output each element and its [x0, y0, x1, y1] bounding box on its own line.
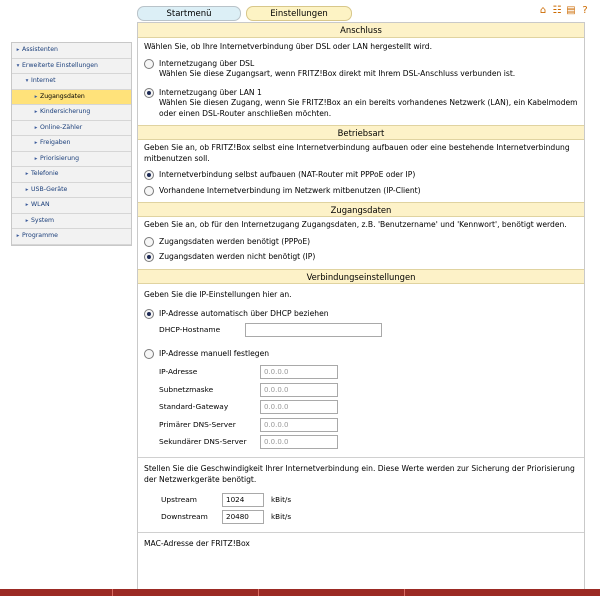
- sidebar-item-label: Erweiterte Einstellungen: [22, 61, 98, 69]
- sidebar-item-label: Online-Zähler: [40, 123, 83, 131]
- arrow-icon: ▸: [34, 93, 38, 100]
- settings-icon[interactable]: ☷: [552, 5, 562, 16]
- radio-dhcp[interactable]: [144, 309, 154, 319]
- section-speed: [138, 458, 584, 532]
- ip-field-label: Primärer DNS-Server: [159, 419, 236, 429]
- sidebar-item-label: Freigaben: [40, 139, 71, 146]
- print-icon[interactable]: ▤: [566, 5, 576, 16]
- radio-ip-label: Zugangsdaten werden nicht benötigt (IP): [159, 252, 316, 261]
- dhcp-hostname-label: DHCP-Hostname: [159, 325, 221, 334]
- ip-field-row: [144, 381, 578, 399]
- sidebar-item-label: WLAN: [31, 201, 50, 208]
- ip-field-input[interactable]: 0.0.0.0: [260, 418, 338, 432]
- radio-ip-client-label: Vorhandene Internetverbindung im Netzwerk mitbenutzen (IP-Client): [159, 185, 421, 195]
- radio-ip-client[interactable]: [144, 186, 154, 196]
- arrow-icon: ▸: [16, 233, 20, 239]
- ip-field-input[interactable]: 0.0.0.0: [260, 435, 338, 449]
- anschluss-intro: Wählen Sie, ob Ihre Internetverbindung über DSL oder LAN hergestellt wird.: [144, 42, 433, 51]
- sidebar-item[interactable]: [12, 105, 131, 121]
- speed-intro: Stellen Sie die Geschwindigkeit Ihrer Internetverbindung ein. Diese Werte werden zur Sicherung der Priorisierung der Netzwerkgeräte benötigt.: [144, 464, 575, 484]
- sidebar-item-label: Zugangsdaten: [40, 92, 85, 100]
- arrow-icon: ▸: [25, 202, 29, 208]
- ip-field-label: Sekundärer DNS-Server: [159, 437, 247, 446]
- ip-field-input[interactable]: 0.0.0.0: [260, 365, 338, 379]
- radio-ip[interactable]: [144, 252, 154, 262]
- sidebar-item-label: USB-Geräte: [31, 185, 68, 193]
- sidebar-item[interactable]: [12, 59, 131, 75]
- section-betriebsart: [138, 140, 584, 202]
- radio-manual-ip[interactable]: [144, 349, 154, 359]
- arrow-icon: ▸: [34, 140, 38, 146]
- home-icon[interactable]: ⌂: [539, 5, 547, 16]
- radio-lan[interactable]: [144, 88, 154, 98]
- section-verbindung: [138, 284, 584, 458]
- radio-dsl-label: Internetzugang über DSL: [159, 58, 255, 68]
- arrow-icon: ▸: [25, 171, 29, 177]
- sidebar-item-label: Kindersicherung: [40, 108, 91, 115]
- section-title-verbindung: Verbindungseinstellungen: [138, 269, 584, 284]
- main-content: [137, 22, 585, 590]
- verbindung-intro: Geben Sie die IP-Einstellungen hier an.: [144, 289, 292, 299]
- radio-dhcp-label: IP-Adresse automatisch über DHCP beziehen: [159, 309, 329, 318]
- radio-pppoe-label: Zugangsdaten werden benötigt (PPPoE): [159, 236, 311, 246]
- sidebar-item-label: Telefonie: [31, 170, 59, 177]
- radio-lan-label: Internetzugang über LAN 1: [159, 87, 262, 97]
- section-title-anschluss: Anschluss: [138, 23, 584, 38]
- upstream-input[interactable]: 1024: [222, 493, 264, 507]
- help-icon[interactable]: ?: [582, 5, 588, 16]
- arrow-icon: ▾: [16, 62, 20, 69]
- betriebsart-intro: Geben Sie an, ob FRITZ!Box selbst eine Internetverbindung aufbauen oder eine bestehende Internetverbindung mitbenutzen soll.: [144, 143, 570, 163]
- sidebar-item[interactable]: [12, 43, 131, 59]
- downstream-label: Downstream: [161, 512, 208, 521]
- sidebar-item[interactable]: [12, 198, 131, 214]
- radio-lan-desc: Wählen Sie diesen Zugang, wenn Sie FRITZ!Box an ein bereits vorhandenes Netzwerk (LAN), ein Kabelmodem oder einen DSL-Router anschließen möchten.: [159, 98, 578, 118]
- radio-dsl[interactable]: [144, 59, 154, 69]
- ip-field-label: IP-Adresse: [159, 367, 198, 376]
- arrow-icon: ▸: [34, 124, 38, 131]
- arrow-icon: ▸: [25, 217, 29, 224]
- sidebar-item[interactable]: [12, 90, 131, 106]
- arrow-icon: ▸: [34, 109, 38, 115]
- radio-pppoe[interactable]: [144, 237, 154, 247]
- dhcp-hostname-input[interactable]: [245, 323, 382, 337]
- arrow-icon: ▸: [25, 186, 29, 193]
- arrow-icon: ▸: [34, 155, 38, 162]
- sidebar-item-label: Assistenten: [22, 46, 58, 53]
- ip-field-row: [144, 434, 578, 452]
- ip-field-input[interactable]: 0.0.0.0: [260, 383, 338, 397]
- ip-fields: [144, 364, 578, 452]
- tab-startmenu[interactable]: Startmenü: [137, 6, 241, 21]
- radio-manual-ip-label: IP-Adresse manuell festlegen: [159, 349, 270, 358]
- radio-nat-router[interactable]: [144, 170, 154, 180]
- section-title-zugangsdaten: Zugangsdaten: [138, 202, 584, 217]
- sidebar-item-label: System: [31, 216, 55, 224]
- ip-field-row: [144, 416, 578, 434]
- radio-dsl-desc: Wählen Sie diese Zugangsart, wenn FRITZ!Box direkt mit Ihrem DSL-Anschluss verbunden ist.: [159, 69, 516, 78]
- sidebar-item[interactable]: [12, 121, 131, 137]
- arrow-icon: ▸: [16, 47, 20, 53]
- section-title-betriebsart: Betriebsart: [138, 125, 584, 140]
- ip-field-row: [144, 399, 578, 417]
- sidebar-item[interactable]: [12, 136, 131, 152]
- sidebar-nav: [11, 42, 132, 246]
- sidebar-item[interactable]: [12, 229, 131, 245]
- ip-field-label: Subnetzmaske: [159, 384, 214, 394]
- ip-field-label: Standard-Gateway: [159, 402, 229, 411]
- sidebar-item-label: Internet: [31, 77, 56, 84]
- section-mac: [138, 533, 584, 556]
- mac-label: MAC-Adresse der FRITZ!Box: [144, 539, 250, 548]
- upstream-label: Upstream: [161, 494, 198, 504]
- downstream-input[interactable]: 20480: [222, 510, 264, 524]
- top-bar: [0, 0, 600, 22]
- sidebar-item[interactable]: [12, 214, 131, 230]
- sidebar-item[interactable]: [12, 167, 131, 183]
- sidebar-item-label: Priorisierung: [40, 154, 79, 162]
- sidebar-item[interactable]: [12, 152, 131, 168]
- tab-einstellungen[interactable]: Einstellungen: [246, 6, 352, 21]
- section-zugangsdaten: [138, 217, 584, 269]
- sidebar-item-label: Programme: [22, 232, 58, 239]
- sidebar-item[interactable]: [12, 183, 131, 199]
- ip-field-input[interactable]: 0.0.0.0: [260, 400, 338, 414]
- downstream-unit: kBit/s: [271, 512, 292, 521]
- section-anschluss: [138, 38, 584, 125]
- upstream-unit: kBit/s: [271, 494, 292, 504]
- toolbar-icons: [537, 5, 591, 17]
- arrow-icon: ▾: [25, 78, 29, 84]
- ip-field-row: [144, 364, 578, 382]
- zugangsdaten-intro: Geben Sie an, ob für den Internetzugang Zugangsdaten, z.B. 'Benutzername' und 'Kennwort', benötigt werden.: [144, 220, 567, 229]
- radio-nat-router-label: Internetverbindung selbst aufbauen (NAT-Router mit PPPoE oder IP): [159, 170, 416, 179]
- sidebar-item[interactable]: [12, 74, 131, 90]
- taskbar: [0, 589, 600, 596]
